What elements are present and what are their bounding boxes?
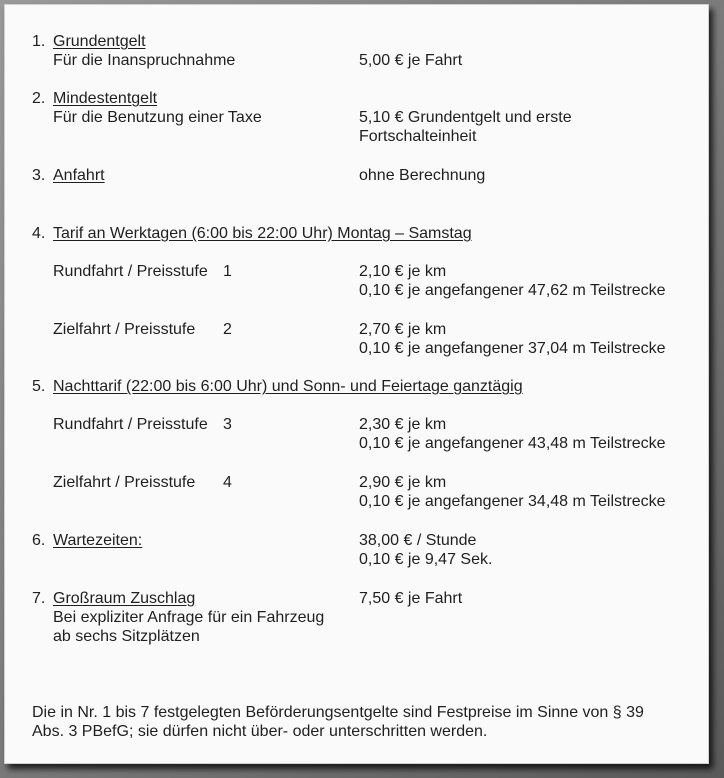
section-5-title: Nachttarif (22:00 bis 6:00 Uhr) und Sonn- und Feiertage ganztägig	[53, 378, 523, 395]
tariff-row-price-line2: 0,10 € je angefangener 34,48 m Teilstrecke	[359, 493, 666, 510]
section-4-number: 4.	[32, 225, 46, 242]
section-6-title: Wartezeiten:	[53, 532, 143, 549]
section-2-description: Für die Benutzung einer Taxe	[53, 109, 262, 126]
section-5-number: 5.	[32, 378, 46, 395]
section-7-number: 7.	[32, 590, 46, 607]
section-3-price: ohne Berechnung	[359, 167, 486, 184]
tariff-row-stufe: 1	[223, 263, 232, 280]
section-1-number: 1.	[32, 33, 46, 50]
tariff-row-price-line2: 0,10 € je angefangener 47,62 m Teilstrecke	[359, 282, 666, 299]
tariff-row-label: Zielfahrt / Preisstufe	[53, 321, 196, 338]
section-1-title: Grundentgelt	[53, 33, 146, 50]
footer-note-line2: Abs. 3 PBefG; sie dürfen nicht über- oder unterschritten werden.	[32, 723, 488, 740]
section-6-price-line2: 0,10 € je 9,47 Sek.	[359, 551, 493, 568]
tariff-row-price-line1: 2,30 € je km	[359, 416, 447, 433]
section-1-description: Für die Inanspruchnahme	[53, 52, 236, 69]
tariff-row-price-line1: 2,90 € je km	[359, 474, 447, 491]
tariff-row-label: Rundfahrt / Preisstufe	[53, 416, 208, 433]
section-3-title: Anfahrt	[53, 167, 105, 184]
tariff-row-label: Zielfahrt / Preisstufe	[53, 474, 196, 491]
section-2-number: 2.	[32, 90, 46, 107]
tariff-row-price-line2: 0,10 € je angefangener 37,04 m Teilstrecke	[359, 340, 666, 357]
tariff-row-stufe: 4	[223, 474, 232, 491]
section-7-description-line1: Bei expliziter Anfrage für ein Fahrzeug	[53, 609, 325, 626]
tariff-row-label: Rundfahrt / Preisstufe	[53, 263, 208, 280]
footer-note-line1: Die in Nr. 1 bis 7 festgelegten Beförderungsentgelte sind Festpreise im Sinne von § 39	[32, 704, 644, 721]
tariff-row-price-line1: 2,10 € je km	[359, 263, 447, 280]
section-7-price: 7,50 € je Fahrt	[359, 590, 463, 607]
section-4-title: Tarif an Werktagen (6:00 bis 22:00 Uhr) Montag – Samstag	[53, 225, 472, 242]
section-6-number: 6.	[32, 532, 46, 549]
section-3-number: 3.	[32, 167, 46, 184]
tariff-row-stufe: 3	[223, 416, 232, 433]
tariff-row-price-line1: 2,70 € je km	[359, 321, 447, 338]
section-7-title: Großraum Zuschlag	[53, 590, 196, 607]
section-2-price-line2: Fortschalteinheit	[359, 128, 477, 145]
tariff-row-stufe: 2	[223, 321, 232, 338]
section-7-description-line2: ab sechs Sitzplätzen	[53, 628, 200, 645]
tariff-row-price-line2: 0,10 € je angefangener 43,48 m Teilstrecke	[359, 435, 666, 452]
section-6-price-line1: 38,00 € / Stunde	[359, 532, 477, 549]
section-1-price: 5,00 € je Fahrt	[359, 52, 463, 69]
document-sheet	[4, 4, 709, 764]
section-2-title: Mindestentgelt	[53, 90, 158, 107]
section-2-price-line1: 5,10 € Grundentgelt und erste	[359, 109, 572, 126]
